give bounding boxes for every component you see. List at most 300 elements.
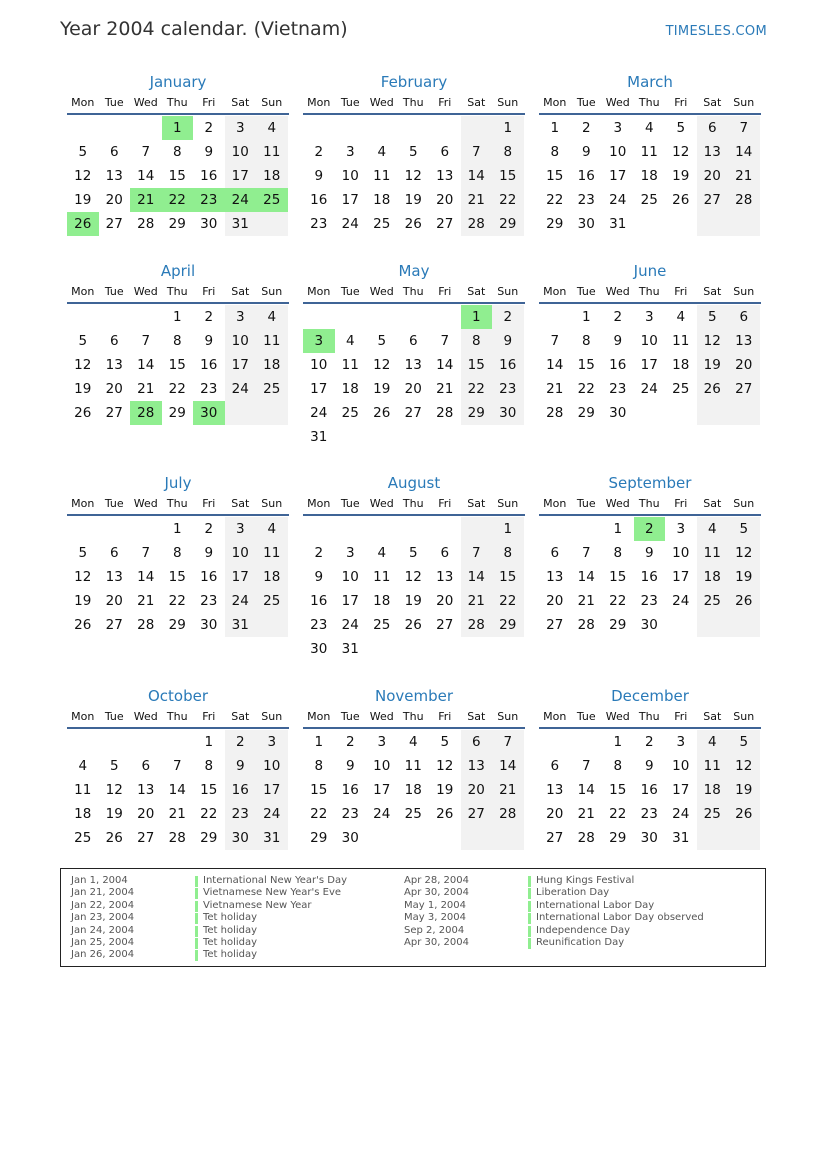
day-cell: 21 [137, 593, 155, 609]
weekday-label: Fri [674, 497, 688, 510]
legend-row [404, 887, 704, 899]
week-row [67, 140, 289, 164]
weekday-label: Sun [261, 497, 283, 510]
week-row [539, 140, 761, 164]
week-row [303, 164, 525, 188]
day-cell: 17 [310, 381, 328, 397]
day-cell: 5 [78, 545, 88, 561]
day-cell: 3 [676, 521, 686, 537]
week-row [539, 826, 761, 850]
day-cell: 9 [314, 168, 324, 184]
empty-cell [130, 305, 162, 329]
day-cell: 19 [404, 192, 422, 208]
weekday-label: Wed [369, 497, 394, 510]
week-row [303, 188, 525, 212]
day-cell: 17 [225, 164, 257, 188]
day-cell: 25 [640, 192, 658, 208]
day-cell: 4 [377, 144, 387, 160]
day-cell: 29 [609, 830, 627, 846]
day-cell: 20 [404, 381, 422, 397]
week-row [67, 401, 289, 425]
weekday-label: Tue [104, 497, 124, 510]
day-cell: 22 [310, 806, 328, 822]
day-cell: 28 [492, 802, 524, 826]
day-cell: 3 [613, 120, 623, 136]
week-row [303, 329, 525, 353]
weekday-label: Sat [703, 96, 722, 109]
day-cell: 14 [577, 782, 595, 798]
day-cell: 12 [74, 569, 92, 585]
empty-cell [130, 116, 162, 140]
day-cell: 1 [172, 521, 182, 537]
day-cell: 27 [105, 216, 123, 232]
day-cell: 21 [137, 381, 155, 397]
legend-date: Jan 24, 2004 [71, 924, 135, 936]
day-cell: 17 [373, 782, 391, 798]
holiday-marker [195, 938, 198, 949]
day-cell: 1 [581, 309, 591, 325]
day-cell: 16 [492, 353, 524, 377]
day-cell: 26 [404, 216, 422, 232]
month-january [67, 72, 289, 236]
day-cell: 19 [373, 381, 391, 397]
day-cell: 22 [546, 192, 564, 208]
day-cell: 21 [728, 164, 760, 188]
day-cell: 6 [440, 545, 450, 561]
day-cell: 31 [225, 613, 257, 637]
day-cell: 8 [581, 333, 591, 349]
legend-date: Jan 23, 2004 [71, 912, 135, 924]
day-cell: 11 [404, 758, 422, 774]
day-cell: 28 [546, 405, 564, 421]
day-cell: 16 [609, 357, 627, 373]
week-row [303, 589, 525, 613]
day-cell: 8 [314, 758, 324, 774]
week-row [303, 565, 525, 589]
weekday-header [539, 285, 761, 304]
legend-holiday-name: Hung Kings Festival [536, 875, 635, 886]
day-cell: 6 [550, 758, 560, 774]
day-cell: 2 [581, 120, 591, 136]
day-cell: 2 [204, 309, 214, 325]
day-cell: 18 [373, 192, 391, 208]
weekday-label: Sat [467, 497, 486, 510]
weekday-header [303, 96, 525, 115]
week-row [67, 613, 289, 637]
day-cell: 9 [644, 758, 654, 774]
day-cell: 14 [577, 569, 595, 585]
day-cell: 24 [225, 589, 257, 613]
day-cell: 11 [672, 333, 690, 349]
weekday-header [539, 96, 761, 115]
day-cell: 10 [672, 545, 690, 561]
day-cell: 16 [341, 782, 359, 798]
day-cell: 25 [256, 188, 288, 212]
day-cell: 12 [404, 168, 422, 184]
week-row [539, 164, 761, 188]
day-cell: 29 [310, 830, 328, 846]
day-cell: 6 [109, 333, 119, 349]
weekday-label: Sat [467, 710, 486, 723]
legend-holiday-name: Tet holiday [203, 924, 258, 936]
day-cell: 29 [200, 830, 218, 846]
day-cell: 2 [204, 521, 214, 537]
week-row [67, 802, 289, 826]
day-cell: 7 [581, 545, 591, 561]
empty-cell [492, 826, 524, 850]
day-cell: 7 [550, 333, 560, 349]
weekday-label: Sun [497, 96, 519, 109]
month-may [303, 261, 525, 449]
weekday-header [303, 497, 525, 516]
legend-date: May 3, 2004 [404, 912, 467, 924]
day-cell: 15 [492, 565, 524, 589]
empty-cell [335, 517, 367, 541]
weekday-label: Tue [340, 710, 360, 723]
day-cell: 23 [225, 802, 257, 826]
day-cell: 1 [172, 309, 182, 325]
day-cell: 29 [168, 216, 186, 232]
day-cell: 25 [697, 589, 729, 613]
empty-cell [492, 637, 524, 661]
weekday-label: Thu [166, 497, 188, 510]
empty-cell [429, 425, 461, 449]
weekday-header [67, 96, 289, 115]
month-july [67, 473, 289, 637]
day-cell: 25 [74, 830, 92, 846]
empty-cell [634, 212, 666, 236]
page-title: Year 2004 calendar. (Vietnam) [60, 18, 348, 40]
empty-cell [571, 730, 603, 754]
day-cell: 13 [105, 357, 123, 373]
day-cell: 11 [373, 168, 391, 184]
day-cell: 18 [697, 565, 729, 589]
weekday-label: Wed [133, 497, 158, 510]
day-cell: 30 [341, 830, 359, 846]
day-cell: 11 [697, 541, 729, 565]
day-cell: 14 [168, 782, 186, 798]
month-november [303, 686, 525, 850]
day-cell: 18 [256, 353, 288, 377]
day-cell: 9 [492, 329, 524, 353]
weekday-label: Mon [71, 285, 95, 298]
week-row [67, 305, 289, 329]
empty-cell [67, 730, 99, 754]
weekday-label: Sat [231, 710, 250, 723]
day-cell: 5 [728, 730, 760, 754]
day-cell: 20 [137, 806, 155, 822]
day-cell: 18 [640, 168, 658, 184]
day-cell: 26 [105, 830, 123, 846]
day-cell: 4 [377, 545, 387, 561]
week-row [303, 353, 525, 377]
legend-column-right [404, 875, 704, 949]
day-cell: 10 [310, 357, 328, 373]
day-cell: 25 [697, 802, 729, 826]
day-cell: 16 [577, 168, 595, 184]
weekday-label: Fri [438, 710, 452, 723]
empty-cell [634, 401, 666, 425]
day-cell: 8 [613, 545, 623, 561]
day-cell: 23 [341, 806, 359, 822]
holiday-marker [195, 950, 198, 961]
day-cell: 13 [728, 329, 760, 353]
empty-cell [398, 305, 430, 329]
weekday-label: Tue [576, 285, 596, 298]
day-cell: 30 [640, 830, 658, 846]
weekday-label: Mon [543, 497, 567, 510]
day-cell: 8 [461, 329, 493, 353]
day-cell: 13 [105, 168, 123, 184]
week-row [303, 826, 525, 850]
day-cell: 1 [550, 120, 560, 136]
day-cell: 8 [172, 545, 182, 561]
day-cell: 8 [492, 541, 524, 565]
day-cell: 5 [440, 734, 450, 750]
day-cell: 9 [314, 569, 324, 585]
day-cell: 23 [193, 188, 225, 212]
legend-row [71, 925, 347, 937]
month-title: February [380, 73, 448, 91]
day-cell: 26 [373, 405, 391, 421]
day-cell: 3 [256, 730, 288, 754]
empty-cell [162, 730, 194, 754]
day-cell: 12 [728, 754, 760, 778]
day-cell: 15 [200, 782, 218, 798]
day-cell: 27 [105, 617, 123, 633]
legend-holiday-name: Vietnamese New Year [203, 899, 312, 911]
day-cell: 13 [105, 569, 123, 585]
empty-cell [366, 305, 398, 329]
day-cell: 20 [697, 164, 729, 188]
day-cell: 29 [609, 617, 627, 633]
legend-date: Jan 22, 2004 [71, 899, 135, 911]
day-cell: 29 [577, 405, 595, 421]
week-row [303, 425, 525, 449]
day-cell: 31 [225, 212, 257, 236]
day-cell: 7 [461, 541, 493, 565]
week-row [67, 329, 289, 353]
empty-cell [67, 116, 99, 140]
day-cell: 11 [640, 144, 658, 160]
weekday-label: Fri [438, 285, 452, 298]
weekday-label: Sun [497, 285, 519, 298]
weekday-label: Sat [231, 96, 250, 109]
day-cell: 12 [105, 782, 123, 798]
day-cell: 22 [162, 188, 194, 212]
weekday-label: Thu [638, 96, 660, 109]
empty-cell [728, 826, 760, 850]
empty-cell [728, 212, 760, 236]
empty-cell [398, 517, 430, 541]
empty-cell [303, 517, 335, 541]
empty-cell [366, 116, 398, 140]
day-cell: 12 [728, 541, 760, 565]
day-cell: 21 [130, 188, 162, 212]
empty-cell [256, 401, 288, 425]
weekday-label: Fri [202, 497, 216, 510]
month-title: October [147, 687, 209, 705]
day-cell: 14 [137, 168, 155, 184]
empty-cell [539, 305, 571, 329]
weekday-label: Mon [71, 96, 95, 109]
day-cell: 23 [609, 381, 627, 397]
weekday-label: Sun [497, 497, 519, 510]
day-cell: 23 [310, 617, 328, 633]
empty-cell [571, 517, 603, 541]
day-cell: 21 [577, 806, 595, 822]
site-link[interactable]: TIMESLES.COM [665, 24, 767, 39]
weekday-label: Tue [104, 710, 124, 723]
day-cell: 1 [314, 734, 324, 750]
week-row [539, 377, 761, 401]
day-cell: 7 [172, 758, 182, 774]
day-cell: 8 [492, 140, 524, 164]
day-cell: 18 [697, 778, 729, 802]
week-row [303, 212, 525, 236]
legend-date: Sep 2, 2004 [404, 924, 465, 936]
day-cell: 8 [613, 758, 623, 774]
holiday-marker [528, 926, 531, 937]
day-cell: 21 [436, 381, 454, 397]
weekday-label: Fri [674, 96, 688, 109]
day-cell: 26 [728, 589, 760, 613]
day-cell: 25 [341, 405, 359, 421]
empty-cell [665, 613, 697, 637]
legend-holiday-name: International Labor Day observed [536, 912, 704, 924]
week-row [539, 778, 761, 802]
holiday-marker [528, 888, 531, 899]
weekday-label: Sun [733, 285, 755, 298]
day-cell: 26 [404, 617, 422, 633]
weekday-label: Wed [369, 285, 394, 298]
week-row [303, 305, 525, 329]
weekday-label: Tue [340, 497, 360, 510]
weekday-label: Sat [231, 497, 250, 510]
day-cell: 6 [440, 144, 450, 160]
day-cell: 13 [461, 754, 493, 778]
empty-cell [728, 401, 760, 425]
week-row [67, 730, 289, 754]
weekday-label: Tue [104, 285, 124, 298]
day-cell: 2 [345, 734, 355, 750]
day-cell: 15 [609, 782, 627, 798]
day-cell: 27 [436, 216, 454, 232]
week-row [539, 353, 761, 377]
day-cell: 14 [137, 569, 155, 585]
day-cell: 2 [492, 305, 524, 329]
week-row [539, 613, 761, 637]
day-cell: 26 [728, 802, 760, 826]
weekday-label: Mon [307, 96, 331, 109]
day-cell: 22 [492, 188, 524, 212]
legend-row [71, 900, 347, 912]
weekday-label: Wed [133, 96, 158, 109]
weekday-label: Tue [576, 497, 596, 510]
empty-cell [665, 212, 697, 236]
week-row [539, 802, 761, 826]
empty-cell [697, 212, 729, 236]
month-june [539, 261, 761, 425]
day-cell: 18 [256, 565, 288, 589]
day-cell: 12 [74, 168, 92, 184]
day-cell: 4 [256, 305, 288, 329]
week-row [539, 589, 761, 613]
day-cell: 3 [377, 734, 387, 750]
day-cell: 8 [172, 333, 182, 349]
month-title: September [608, 474, 692, 492]
day-cell: 6 [697, 116, 729, 140]
day-cell: 23 [200, 593, 218, 609]
day-cell: 3 [225, 116, 257, 140]
legend-row [404, 900, 704, 912]
day-cell: 20 [461, 778, 493, 802]
weekday-label: Wed [605, 710, 630, 723]
empty-cell [665, 401, 697, 425]
day-cell: 23 [640, 593, 658, 609]
weekday-label: Thu [402, 710, 424, 723]
day-cell: 11 [74, 782, 92, 798]
day-cell: 10 [341, 569, 359, 585]
empty-cell [429, 116, 461, 140]
day-cell: 29 [168, 405, 186, 421]
day-cell: 31 [341, 641, 359, 657]
empty-cell [256, 212, 288, 236]
day-cell: 29 [168, 617, 186, 633]
day-cell: 27 [697, 188, 729, 212]
day-cell: 7 [141, 333, 151, 349]
empty-cell [398, 826, 430, 850]
day-cell: 11 [697, 754, 729, 778]
day-cell: 28 [577, 617, 595, 633]
day-cell: 13 [546, 569, 564, 585]
week-row [539, 730, 761, 754]
day-cell: 24 [609, 192, 627, 208]
day-cell: 19 [74, 593, 92, 609]
day-cell: 15 [492, 164, 524, 188]
day-cell: 31 [310, 429, 328, 445]
day-cell: 29 [492, 212, 524, 236]
day-cell: 23 [640, 806, 658, 822]
holiday-marker [528, 876, 531, 887]
empty-cell [366, 425, 398, 449]
day-cell: 22 [609, 593, 627, 609]
weekday-label: Sat [231, 285, 250, 298]
day-cell: 2 [644, 734, 654, 750]
holiday-legend [60, 868, 766, 967]
day-cell: 18 [373, 593, 391, 609]
empty-cell [461, 517, 493, 541]
day-cell: 28 [461, 613, 493, 637]
day-cell: 24 [373, 806, 391, 822]
day-cell: 5 [78, 333, 88, 349]
day-cell: 6 [141, 758, 151, 774]
day-cell: 12 [404, 569, 422, 585]
day-cell: 6 [408, 333, 418, 349]
empty-cell [728, 613, 760, 637]
day-cell: 20 [105, 192, 123, 208]
day-cell: 4 [345, 333, 355, 349]
day-cell: 3 [644, 309, 654, 325]
day-cell: 10 [373, 758, 391, 774]
day-cell: 1 [461, 305, 493, 329]
weekday-label: Mon [543, 96, 567, 109]
day-cell: 22 [609, 806, 627, 822]
weekday-label: Wed [369, 96, 394, 109]
week-row [303, 637, 525, 661]
week-row [67, 565, 289, 589]
day-cell: 17 [341, 192, 359, 208]
